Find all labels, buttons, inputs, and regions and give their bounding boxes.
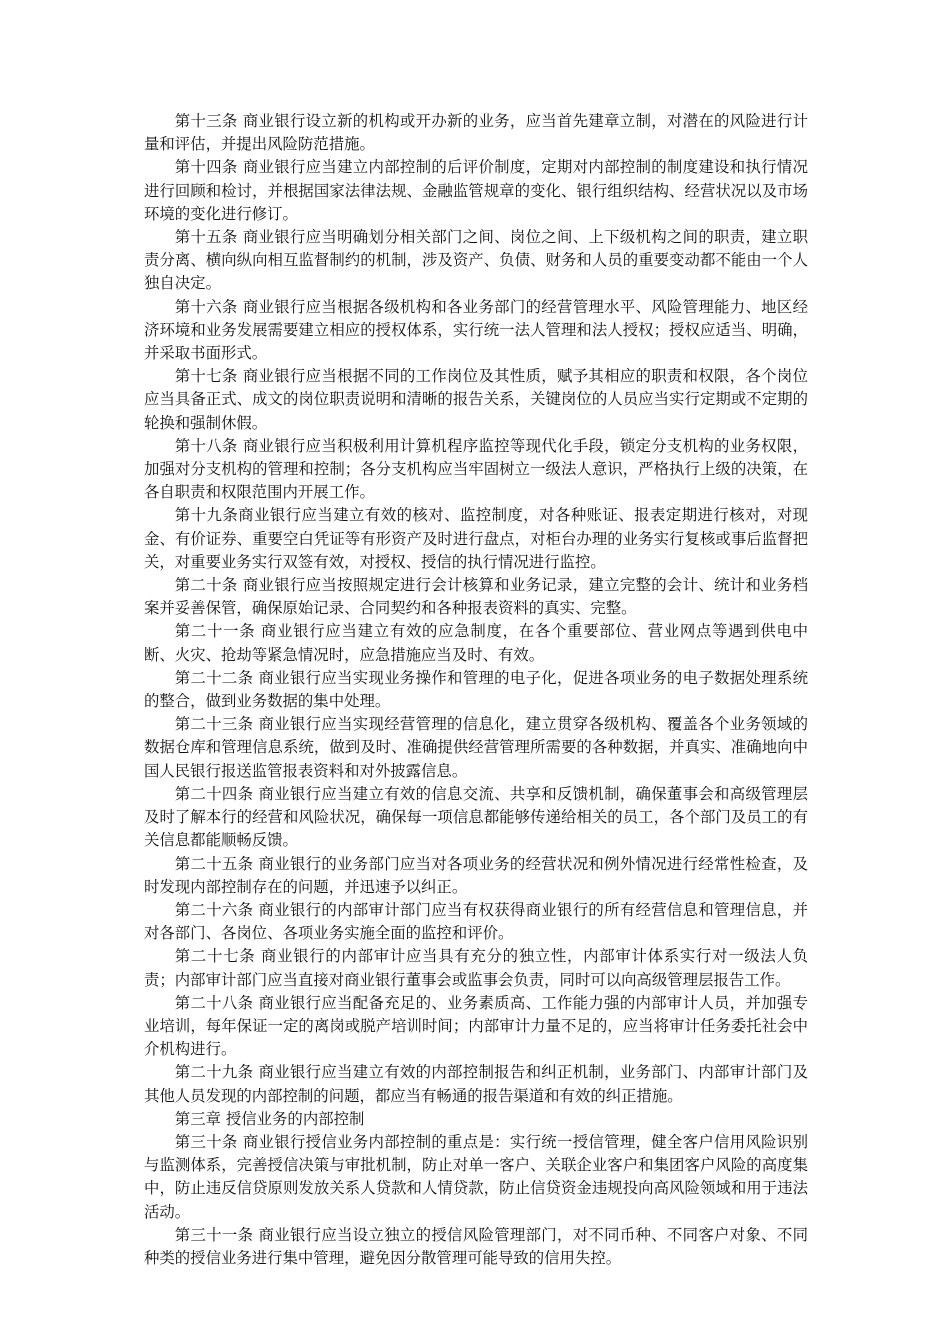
article-29: 第二十九条 商业银行应当建立有效的内部控制报告和纠正机制，业务部门、内部审计部门及其他人员发现的内部控制的问题，都应当有畅通的报告渠道和有效的纠正措施。 [144, 1063, 808, 1105]
article-18: 第十八条 商业银行应当积极利用计算机程序监控等现代化手段，锁定分支机构的业务权限，加强对分支机构的管理和控制；各分支机构应当牢固树立一级法人意识，严格执行上级的决策，在各自职责和权限范围内开展工作。 [144, 436, 808, 502]
article-28: 第二十八条 商业银行应当配备充足的、业务素质高、工作能力强的内部审计人员，并加强专业培训，每年保证一定的离岗或脱产培训时间；内部审计力量不足的，应当将审计任务委托社会中介机构进行。 [144, 993, 808, 1059]
article-25: 第二十五条 商业银行的业务部门应当对各项业务的经营状况和例外情况进行经常性检查，及时发现内部控制存在的问题，并迅速予以纠正。 [144, 854, 808, 896]
article-26: 第二十六条 商业银行的内部审计部门应当有权获得商业银行的所有经营信息和管理信息，并对各部门、各岗位、各项业务实施全面的监控和评价。 [144, 900, 808, 943]
article-17: 第十七条 商业银行应当根据不同的工作岗位及其性质，赋予其相应的职责和权限，各个岗位应当具备正式、成文的岗位职责说明和清晰的报告关系，关键岗位的人员应当实行定期或不定期的轮换和强制休假。 [144, 367, 808, 432]
document-body [144, 110, 808, 1270]
chapter-3-heading: 第三章 授信业务的内部控制 [174, 1109, 365, 1128]
article-21: 第二十一条 商业银行应当建立有效的应急制度，在各个重要部位、营业网点等遇到供电中断、火灾、抢劫等紧急情况时，应急措施应当及时、有效。 [144, 622, 808, 664]
article-19: 第十九条商业银行应当建立有效的核对、监控制度，对各种账证、报表定期进行核对，对现金、有价证券、重要空白凭证等有形资产及时进行盘点，对柜台办理的业务实行复核或事后监督把关，对重要业务实行双签有效，对授权、授信的执行情况进行监控。 [144, 506, 808, 571]
article-14: 第十四条 商业银行应当建立内部控制的后评价制度，定期对内部控制的制度建设和执行情况进行回顾和检讨，并根据国家法律法规、金融监管规章的变化、银行组织结构、经营状况以及市场环境的变化进行修订。 [144, 158, 808, 223]
article-16: 第十六条 商业银行应当根据各级机构和各业务部门的经营管理水平、风险管理能力、地区经济环境和业务发展需要建立相应的授权体系，实行统一法人管理和法人授权；授权应适当、明确，并采取书面形式。 [144, 297, 808, 363]
article-24: 第二十四条 商业银行应当建立有效的信息交流、共享和反馈机制，确保董事会和高级管理层及时了解本行的经营和风险状况，确保每一项信息都能够传递给相关的员工，各个部门及员工的有关信息都能顺畅反馈。 [144, 784, 808, 850]
article-22: 第二十二条 商业银行应当实现业务操作和管理的电子化，促进各项业务的电子数据处理系统的整合，做到业务数据的集中处理。 [144, 668, 808, 711]
article-30: 第三十条 商业银行授信业务内部控制的重点是：实行统一授信管理，健全客户信用风险识别与监测体系，完善授信决策与审批机制，防止对单一客户、关联企业客户和集团客户风险的高度集中，防止违反信贷原则发放关系人贷款和人情贷款，防止信贷资金违规投向高风险领域和用于违法活动。 [144, 1132, 808, 1221]
article-20: 第二十条 商业银行应当按照规定进行会计核算和业务记录，建立完整的会计、统计和业务档案并妥善保管，确保原始记录、合同契约和各种报表资料的真实、完整。 [144, 576, 808, 618]
article-13: 第十三条 商业银行设立新的机构或开办新的业务，应当首先建章立制，对潜在的风险进行计量和评估，并提出风险防范措施。 [144, 112, 808, 154]
article-27: 第二十七条 商业银行的内部审计应当具有充分的独立性，内部审计体系实行对一级法人负责；内部审计部门应当直接对商业银行董事会或监事会负责，同时可以向高级管理层报告工作。 [144, 947, 808, 989]
article-31: 第三十一条 商业银行应当设立独立的授信风险管理部门，对不同币种、不同客户对象、不同种类的授信业务进行集中管理，避免因分散管理可能导致的信用失控。 [144, 1225, 808, 1267]
article-15: 第十五条 商业银行应当明确划分相关部门之间、岗位之间、上下级机构之间的职责，建立职责分离、横向纵向相互监督制约的机制，涉及资产、负债、财务和人员的重要变动都不能由一个人独自决定。 [144, 228, 808, 293]
article-23: 第二十三条 商业银行应当实现经营管理的信息化，建立贯穿各级机构、覆盖各个业务领域的数据仓库和管理信息系统，做到及时、准确提供经营管理所需要的各种数据，并真实、准确地向中国人民银行报送监管报表资料和对外披露信息。 [144, 715, 808, 780]
